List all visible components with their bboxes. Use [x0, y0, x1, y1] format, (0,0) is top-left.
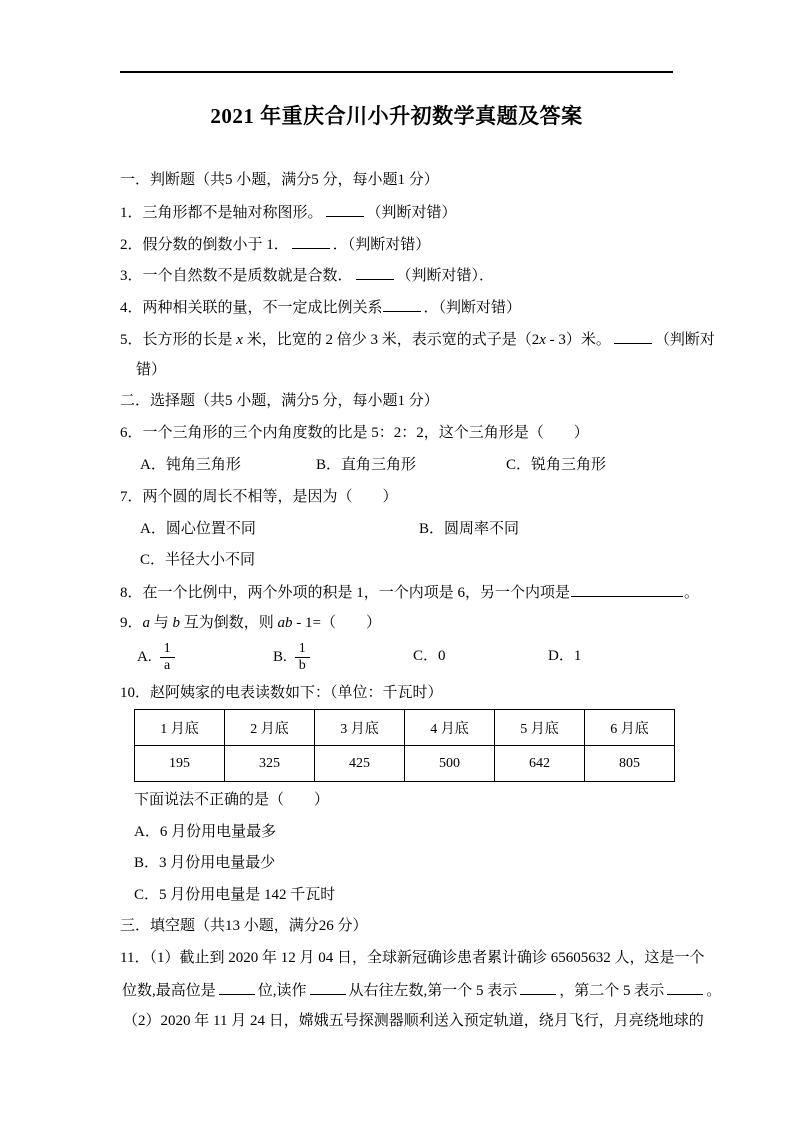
question-9-option-a — [137, 637, 175, 677]
section-heading-fill: 三．填空题（共13 小题，满分26 分） — [120, 918, 368, 934]
question-8 — [120, 584, 699, 602]
question-9-text: 与 — [150, 615, 173, 631]
table-header-row — [135, 710, 675, 746]
question-9 — [120, 615, 381, 632]
question-9-option-c: C．0 — [413, 648, 446, 664]
question-2 — [120, 236, 430, 254]
answer-blank — [326, 204, 364, 217]
answer-blank — [356, 267, 394, 280]
question-5-suffix: （判断对 — [654, 332, 715, 348]
question-5-wrap: 错） — [136, 362, 167, 378]
question-4-text: 4．两种相关联的量，不一定成比例关系 — [120, 300, 383, 316]
fraction-denominator: b — [295, 657, 310, 674]
question-4 — [120, 299, 521, 317]
question-11-text: 位数,最高位是 — [122, 983, 216, 999]
question-5-text: 5．长方形的长是 — [120, 332, 237, 348]
question-6-option-c: C．锐角三角形 — [506, 457, 607, 473]
question-9-number: 9． — [120, 615, 143, 631]
question-2-suffix: ．（判断对错） — [332, 237, 431, 253]
page-title: 2021 年重庆合川小升初数学真题及答案 — [210, 104, 583, 128]
question-9-suffix: - 1=（ ） — [292, 615, 382, 631]
question-1-text: 1．三角形都不是轴对称图形。 — [120, 205, 323, 221]
question-7-option-a: A．圆心位置不同 — [140, 521, 256, 537]
answer-blank — [571, 584, 683, 597]
question-11-text: 位,读作 — [257, 983, 307, 999]
option-a-label: A. — [137, 648, 152, 665]
question-11-line2 — [122, 982, 721, 1000]
table-value-cell: 425 — [315, 746, 405, 782]
question-10-option-c: C．5 月份用电量是 142 千瓦时 — [134, 887, 336, 903]
question-4-suffix: ．（判断对错） — [423, 300, 522, 316]
question-6-option-a: A．钝角三角形 — [140, 457, 241, 473]
question-9-text: 互为倒数，则 — [180, 615, 278, 631]
section-heading-choice: 二．选择题（共5 小题，满分5 分，每小题1 分） — [120, 393, 439, 409]
table-header-cell: 4 月底 — [405, 710, 495, 746]
answer-blank — [520, 982, 556, 995]
fraction-one-over-b — [295, 641, 310, 674]
answer-blank — [667, 982, 703, 995]
question-2-text: 2．假分数的倒数小于 1． — [120, 237, 289, 253]
question-6-option-b: B．直角三角形 — [316, 457, 417, 473]
question-3 — [120, 267, 494, 285]
section-heading-judge: 一．判断题（共5 小题，满分5 分，每小题1 分） — [120, 172, 439, 188]
answer-blank — [310, 982, 346, 995]
fraction-denominator: a — [160, 657, 175, 674]
question-7-option-b: B．圆周率不同 — [419, 521, 520, 537]
fraction-numerator: 1 — [298, 640, 306, 656]
q10-meter-table — [134, 709, 675, 782]
variable-x: x — [539, 332, 546, 348]
question-10-option-a: A．6 月份用电量最多 — [134, 824, 277, 840]
question-9-option-d: D．1 — [548, 648, 582, 664]
question-10: 10．赵阿姨家的电表读数如下：（单位：千瓦时） — [120, 685, 443, 701]
question-7: 7．两个圆的周长不相等，是因为（ ） — [120, 489, 398, 505]
table-value-cell: 642 — [495, 746, 585, 782]
question-10-stem: 下面说法不正确的是（ ） — [134, 792, 330, 808]
question-11-suffix: 。 — [706, 983, 722, 999]
table-value-cell: 500 — [405, 746, 495, 782]
table-value-row — [135, 746, 675, 782]
table-header-cell: 1 月底 — [135, 710, 225, 746]
question-3-suffix: （判断对错）． — [396, 268, 495, 284]
table-value-cell: 805 — [585, 746, 675, 782]
variable-a: a — [142, 615, 151, 631]
question-11-text: ，第二个 5 表示 — [559, 983, 665, 999]
table-header-cell: 3 月底 — [315, 710, 405, 746]
question-5 — [120, 331, 715, 349]
question-8-suffix: 。 — [684, 585, 700, 601]
header-rule — [120, 71, 673, 73]
question-8-text: 8．在一个比例中，两个外项的积是 1，一个内项是 6，另一个内项是 — [120, 585, 571, 601]
table-header-cell: 5 月底 — [495, 710, 585, 746]
answer-blank — [219, 982, 255, 995]
variable-b: b — [172, 615, 181, 631]
option-b-label: B. — [273, 648, 287, 665]
question-5-text: 米，比宽的 2 倍少 3 米，表示宽的式子是（2 — [242, 332, 540, 348]
question-9-option-b — [273, 637, 310, 677]
table-value-cell: 195 — [135, 746, 225, 782]
question-11-line1: 11．（1）截止到 2020 年 12 月 04 日，全球新冠确诊患者累计确诊 65605632 人，这是一个 — [120, 950, 705, 966]
question-11-text: 从右往左数,第一个 5 表示 — [348, 983, 518, 999]
answer-blank — [292, 236, 330, 249]
table-header-cell: 6 月底 — [585, 710, 675, 746]
table-value-cell: 325 — [225, 746, 315, 782]
fraction-one-over-a — [160, 641, 175, 674]
question-10-option-b: B．3 月份用电量最少 — [134, 855, 276, 871]
question-11-line3: （2）2020 年 11 月 24 日，嫦娥五号探测器顺利送入预定轨道，绕月飞行，月亮绕地球的 — [123, 1013, 704, 1029]
table-header-cell: 2 月底 — [225, 710, 315, 746]
question-1 — [120, 204, 457, 222]
answer-blank — [614, 331, 652, 344]
variable-x: x — [236, 332, 243, 348]
question-1-suffix: （判断对错） — [366, 205, 457, 221]
question-6: 6．一个三角形的三个内角度数的比是 5：2：2，这个三角形是（ ） — [120, 425, 589, 441]
question-3-text: 3．一个自然数不是质数就是合数． — [120, 268, 353, 284]
question-5-text: - 3）米。 — [545, 332, 611, 348]
answer-blank — [383, 299, 421, 312]
question-7-option-c: C．半径大小不同 — [140, 552, 256, 568]
variable-ab: ab — [277, 615, 293, 631]
fraction-numerator: 1 — [163, 640, 171, 656]
